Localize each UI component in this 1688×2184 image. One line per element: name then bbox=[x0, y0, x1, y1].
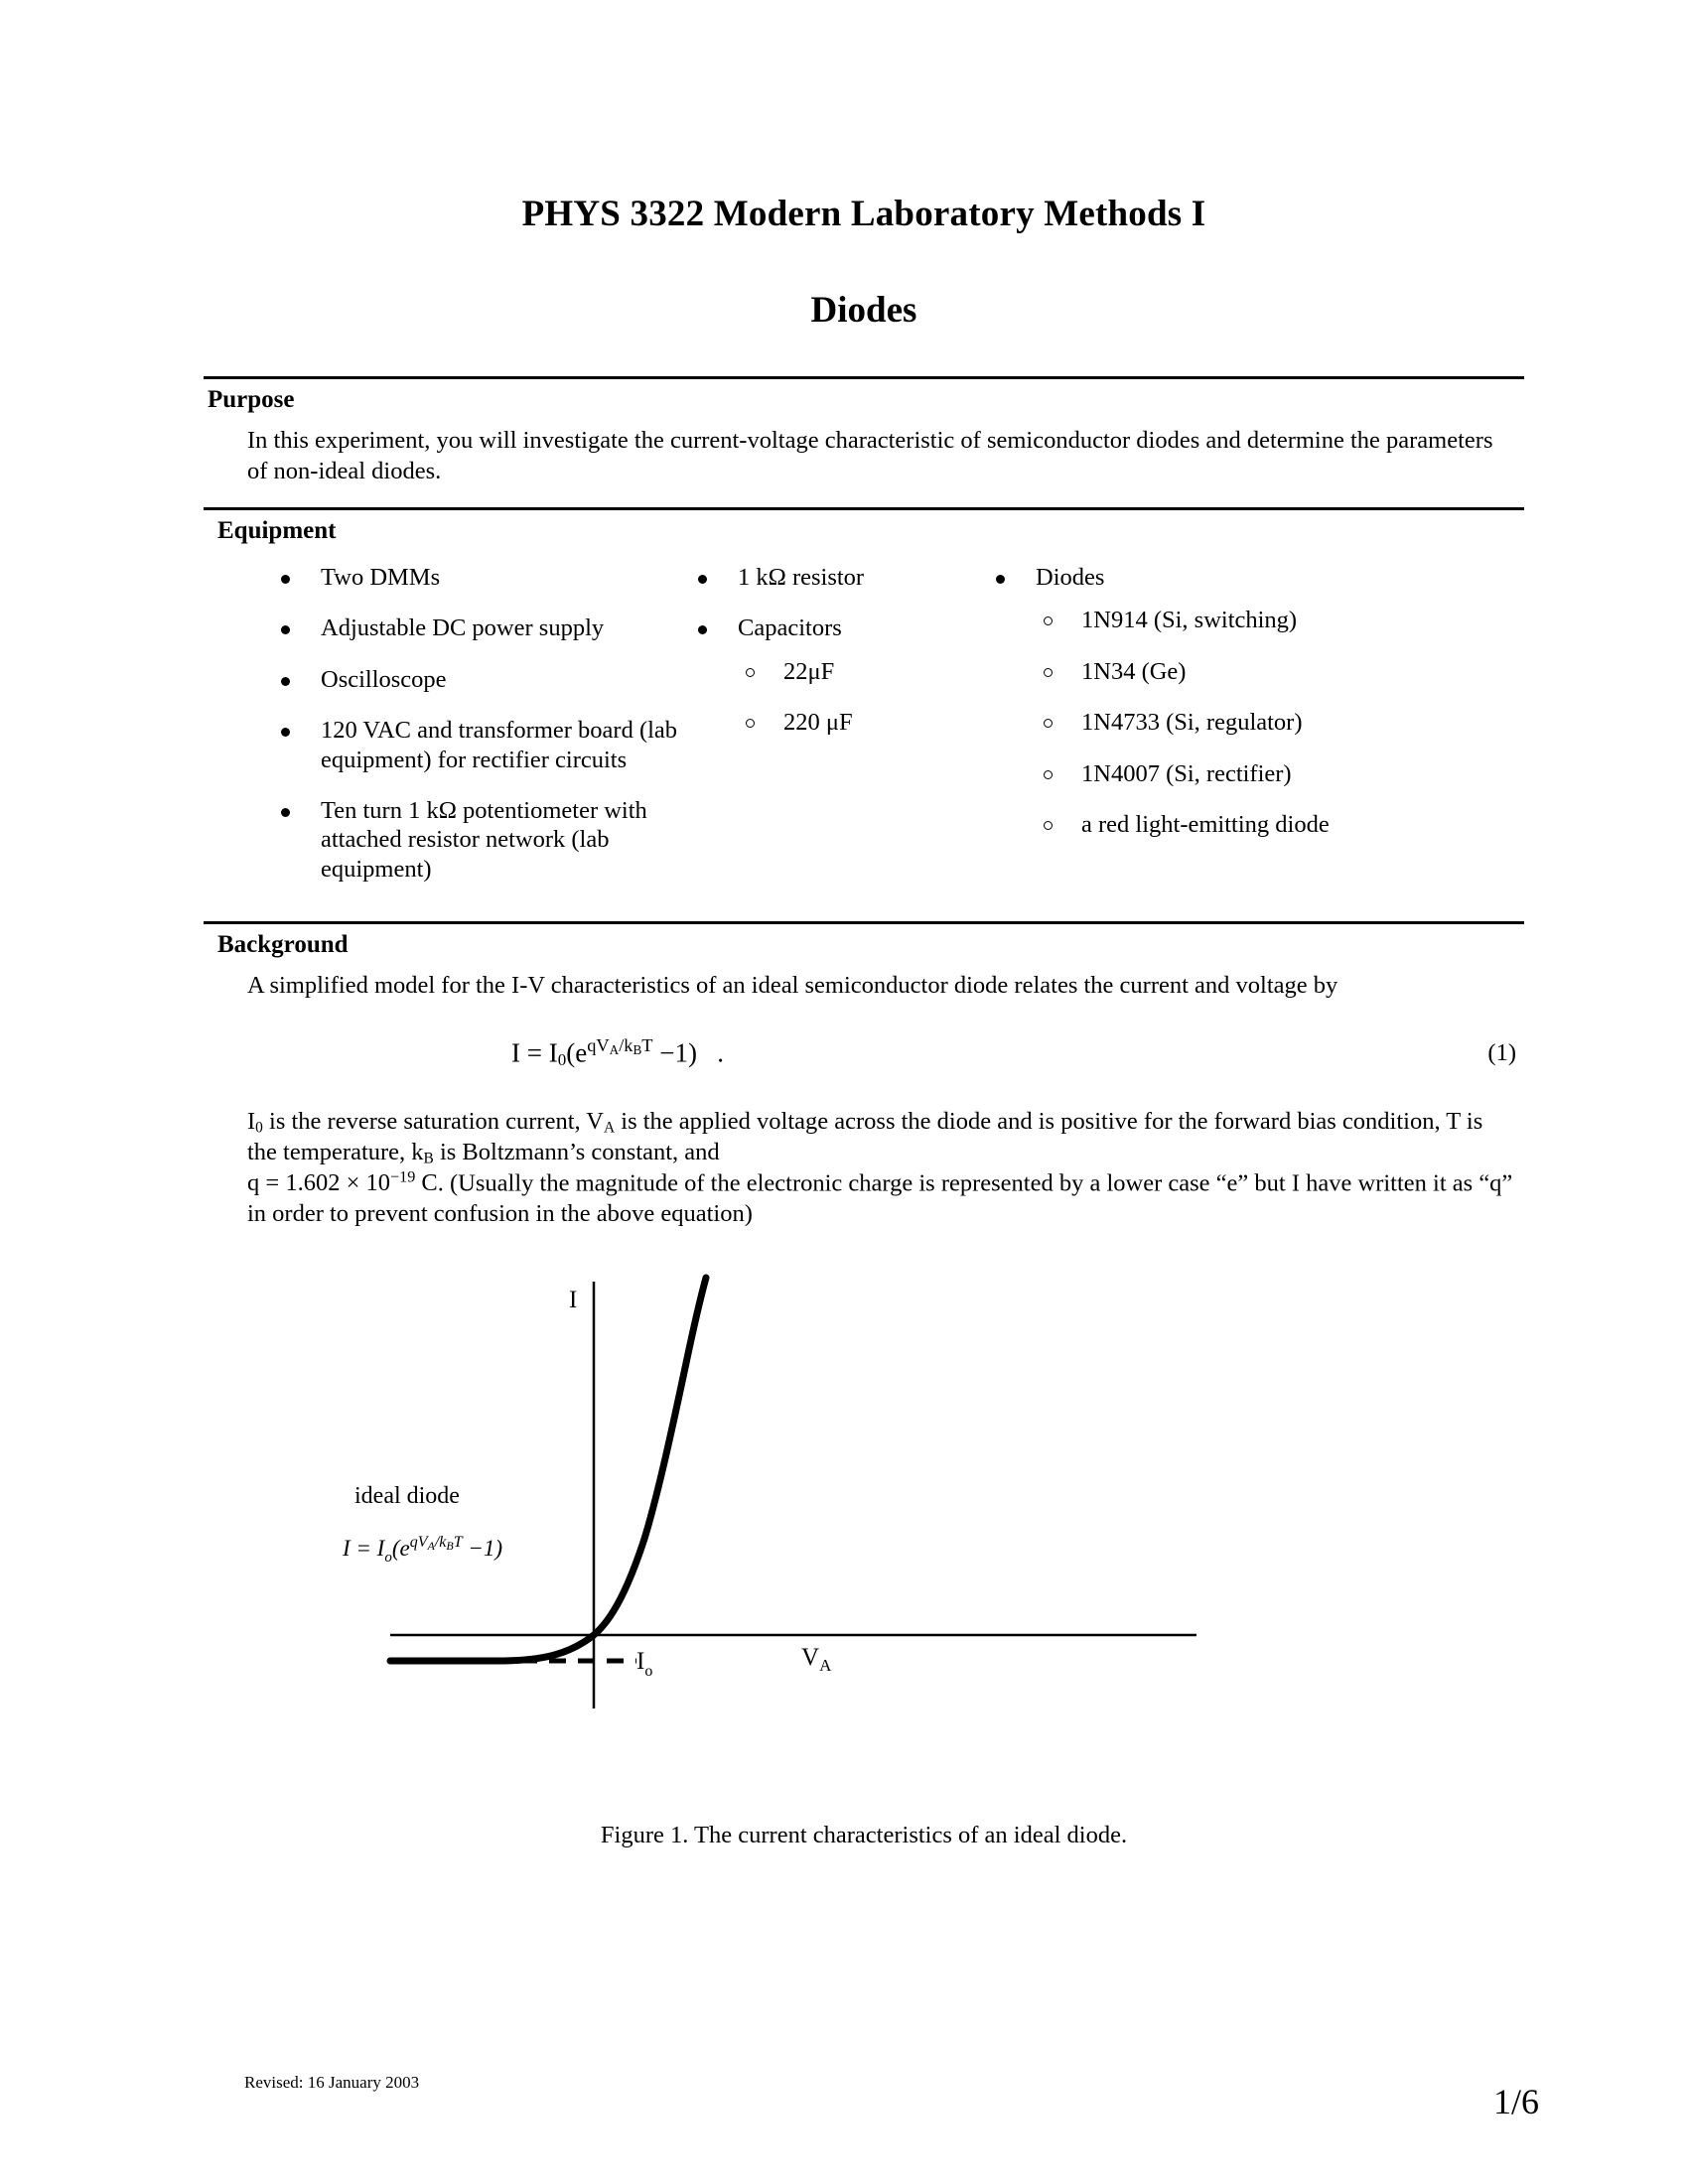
list-item: 22μF bbox=[738, 657, 988, 686]
list-item: 1N4007 (Si, rectifier) bbox=[1036, 759, 1455, 788]
list-item: a red light-emitting diode bbox=[1036, 810, 1455, 839]
equation-number-1: (1) bbox=[1487, 1039, 1516, 1067]
equipment-column-1 bbox=[213, 563, 690, 905]
background-definitions: $I_0$ is the reverse saturation current, $V_A$ is the applied voltage across the diode and is positive for the forward bias condition, T is the temperature, $k_B$ is Boltzmann’s constant, and $q = 1.602 \times 10^{-19}$ C. (Usually the magnitude of the electronic charge is represented by a lower case “e” but I have written it as “q” in order to prevent confusion in the above equation) bbox=[247, 1108, 1513, 1228]
equipment-list-3 bbox=[988, 563, 1455, 839]
list-item: Adjustable DC power supply bbox=[273, 614, 690, 642]
page-subtitle: Diodes bbox=[810, 289, 917, 331]
list-item: 1N34 (Ge) bbox=[1036, 657, 1455, 686]
charge-value: $q = 1.602 \times 10^{-19}$ C bbox=[247, 1168, 438, 1197]
equipment-list-1 bbox=[273, 563, 690, 884]
section-divider-purpose bbox=[204, 376, 1524, 379]
figure-caption: Figure 1. The current characteristics of an ideal diode. bbox=[600, 1821, 1128, 1848]
equipment-columns bbox=[213, 563, 1524, 905]
equation-1: $I = I_0(e^{qV_A/k_BT} -1)$ . bbox=[511, 1035, 724, 1070]
footer-revision: Revised: 16 January 2003 bbox=[244, 2073, 420, 2092]
saturation-current-label: $I_o$ bbox=[636, 1647, 653, 1680]
diode-sublist bbox=[1036, 606, 1455, 839]
section-divider-background bbox=[204, 921, 1524, 924]
list-item: Ten turn 1 kΩ potentiometer with attached resistor network (lab equipment) bbox=[273, 796, 690, 884]
capacitors-label: Capacitors bbox=[738, 614, 842, 642]
page-title: PHYS 3322 Modern Laboratory Methods I bbox=[521, 194, 1206, 234]
annotation-ideal-diode: ideal diode bbox=[354, 1482, 460, 1509]
page-content bbox=[204, 0, 1524, 1849]
definition-text-2: is the applied voltage across the diode and is positive for the forward bias condition, T is the temperature, k bbox=[247, 1108, 1483, 1165]
list-item: 220 μF bbox=[738, 708, 988, 737]
equation-row-1 bbox=[204, 1035, 1524, 1089]
list-item: Two DMMs bbox=[273, 563, 690, 592]
annotation-equation: $I = I_o(e^{qV}A$/kBT −1) bbox=[343, 1533, 503, 1566]
equipment-column-3 bbox=[988, 563, 1455, 861]
definition-text-4: . (Usually the magnitude of the electronic charge is represented by a lower case “e” but I have written it as “q” in order to prevent confusion in the above equation) bbox=[247, 1169, 1513, 1228]
capacitor-sublist bbox=[738, 657, 988, 738]
section-heading-background: Background bbox=[217, 931, 349, 959]
footer-page-number: 1/6 bbox=[1492, 2082, 1539, 2121]
list-item bbox=[690, 614, 988, 737]
definition-text-1: is the reverse saturation current, bbox=[269, 1108, 581, 1136]
section-divider-equipment bbox=[204, 507, 1524, 510]
figure-1 bbox=[204, 1260, 1524, 1776]
list-item: Oscilloscope bbox=[273, 665, 690, 694]
y-axis-label: I bbox=[569, 1286, 578, 1313]
x-axis-label: $V_A$ bbox=[801, 1643, 832, 1675]
definition-text-3: is Boltzmann’s constant, and bbox=[439, 1138, 720, 1165]
list-item: 1N4733 (Si, regulator) bbox=[1036, 708, 1455, 737]
list-item: 1 kΩ resistor bbox=[690, 563, 988, 592]
list-item: 120 VAC and transformer board (lab equipment) for rectifier circuits bbox=[273, 716, 690, 774]
section-heading-equipment: Equipment bbox=[217, 517, 337, 545]
diode-iv-curve bbox=[390, 1278, 706, 1661]
list-item bbox=[988, 563, 1455, 839]
list-item: 1N914 (Si, switching) bbox=[1036, 606, 1455, 634]
purpose-text: In this experiment, you will investigate the current-voltage characteristic of semiconductor diodes and determine the parameters of non-ideal diodes. bbox=[247, 427, 1493, 485]
diodes-label: Diodes bbox=[1036, 564, 1105, 592]
iv-characteristic-plot bbox=[204, 1260, 1524, 1776]
background-intro: A simplified model for the I-V characteristics of an ideal semiconductor diode relates the current and voltage by bbox=[247, 972, 1338, 1000]
section-heading-purpose: Purpose bbox=[208, 386, 295, 414]
equipment-column-2 bbox=[690, 563, 988, 759]
equipment-list-2 bbox=[690, 563, 988, 738]
